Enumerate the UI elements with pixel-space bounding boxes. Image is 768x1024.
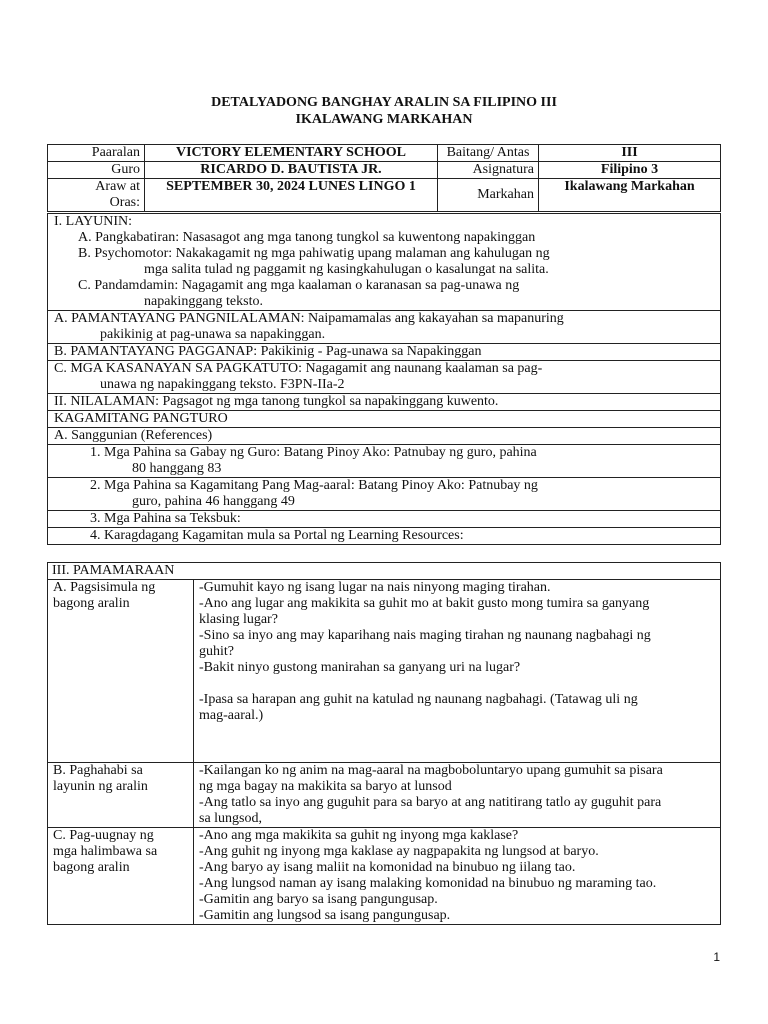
pamantayang-pagganap-cell: B. PAMANTAYANG PAGGANAP: Pakikinig - Pag-unawa sa Napakinggan bbox=[48, 344, 721, 361]
document-title: DETALYADONG BANGHAY ARALIN SA FILIPINO III bbox=[211, 95, 557, 110]
step-c-label bbox=[48, 828, 194, 925]
layunin-b-line1: B. Psychomotor: Nakakagamit ng mga pahiwatig upang malaman ang kahulugan ng bbox=[78, 246, 550, 261]
reference-1-line2: 80 hanggang 83 bbox=[132, 461, 222, 476]
step-b-line-2: ng mga bagay na makikita sa baryo at lunsod bbox=[199, 779, 452, 794]
step-a-line-9: mag-aaral.) bbox=[199, 708, 264, 723]
reference-3: 3. Mga Pahina sa Teksbuk: bbox=[90, 511, 241, 526]
kasanayan-line1: C. MGA KASANAYAN SA PAGKATUTO: Nagagamit ang naunang kaalaman sa pag- bbox=[54, 361, 543, 376]
header-row-guro bbox=[48, 162, 721, 179]
step-b-line-1: -Kailangan ko ng anim na mag-aaral na magboboluntaryo upang gumuhit sa pisara bbox=[199, 763, 663, 778]
step-c-label-line1: C. Pag-uugnay ng bbox=[53, 828, 154, 843]
step-a-label-line1: A. Pagsisimula ng bbox=[53, 580, 156, 595]
kasanayan-cell bbox=[48, 361, 721, 394]
step-a-line-1: -Gumuhit kayo ng isang lugar na nais ninyong maging tirahan. bbox=[199, 580, 551, 595]
pamantayang-pangnilalaman-row bbox=[48, 311, 721, 344]
baitang-value: III bbox=[539, 145, 721, 162]
step-b-line-3: -Ang tatlo sa inyo ang guguhit para sa baryo at ang natitirang tatlo ay guguhit para bbox=[199, 795, 662, 810]
sanggunian-row bbox=[48, 428, 721, 445]
step-b-line-4: sa lungsod, bbox=[199, 811, 262, 826]
reference-row-1 bbox=[48, 445, 721, 478]
layunin-a: A. Pangkabatiran: Nasasagot ang mga tanong tungkol sa kuwentong napakinggan bbox=[78, 230, 536, 245]
step-b-label-line2: layunin ng aralin bbox=[53, 779, 148, 794]
step-a-label-line2: bagong aralin bbox=[53, 596, 130, 611]
step-a-line-8: -Ipasa sa harapan ang guhit na katulad ng naunang nagbahagi. (Tatawag uli ng bbox=[199, 692, 638, 707]
step-c-line-5: -Gamitin ang baryo sa isang pangungusap. bbox=[199, 892, 438, 907]
pamantayang-pangnilalaman-line1: A. PAMANTAYANG PANGNILALAMAN: Naipamamalas ang kakayahan sa mapanuring bbox=[54, 311, 564, 326]
step-a-line-4: -Sino sa inyo ang may kaparihang nais maging tirahan ng naunang nagbahagi ng bbox=[199, 628, 651, 643]
header-row-araw bbox=[48, 179, 721, 212]
nilalaman-row bbox=[48, 394, 721, 411]
layunin-cell bbox=[48, 214, 721, 311]
step-a-content bbox=[194, 580, 721, 763]
asignatura-label: Asignatura bbox=[438, 162, 539, 179]
step-a-spacer bbox=[199, 676, 715, 692]
reference-row-2 bbox=[48, 478, 721, 511]
reference-2-line1: 2. Mga Pahina sa Kagamitang Pang Mag-aaral: Batang Pinoy Ako: Patnubay ng bbox=[90, 478, 538, 493]
step-a-line-3: klasing lugar? bbox=[199, 612, 278, 627]
header-row-paaralan bbox=[48, 145, 721, 162]
reference-cell-3 bbox=[48, 511, 721, 528]
document-subtitle: IKALAWANG MARKAHAN bbox=[295, 112, 473, 127]
step-c-line-2: -Ang guhit ng inyong mga kaklase ay nagpapakita ng lungsod at baryo. bbox=[199, 844, 599, 859]
procedure-table bbox=[47, 562, 721, 925]
asignatura-value: Filipino 3 bbox=[539, 162, 721, 179]
araw-value: SEPTEMBER 30, 2024 LUNES LINGO 1 bbox=[145, 179, 438, 212]
reference-1-line1: 1. Mga Pahina sa Gabay ng Guro: Batang Pinoy Ako: Patnubay ng guro, pahina bbox=[90, 445, 537, 460]
step-c-line-1: -Ano ang mga makikita sa guhit ng inyong mga kaklase? bbox=[199, 828, 519, 843]
step-c-content bbox=[194, 828, 721, 925]
step-c-label-line2: mga halimbawa sa bbox=[53, 844, 158, 859]
page-number: 1 bbox=[713, 950, 720, 964]
kagamitan-row bbox=[48, 411, 721, 428]
pamamaraan-row bbox=[48, 563, 721, 580]
step-c-line-3: -Ang baryo ay isang maliit na komonidad na binubuo ng iilang tao. bbox=[199, 860, 576, 875]
kasanayan-row bbox=[48, 361, 721, 394]
step-a-line-6: -Bakit ninyo gustong manirahan sa ganyang uri na lugar? bbox=[199, 660, 521, 675]
step-a-line-2: -Ano ang lugar ang makikita sa guhit mo at bakit gusto mong tumira sa ganyang bbox=[199, 596, 650, 611]
paaralan-value: VICTORY ELEMENTARY SCHOOL bbox=[145, 145, 438, 162]
markahan-value: Ikalawang Markahan bbox=[539, 179, 721, 212]
step-row-a bbox=[48, 580, 721, 763]
step-b-label bbox=[48, 763, 194, 828]
layunin-row bbox=[48, 214, 721, 311]
pamamaraan-heading: III. PAMAMARAAN bbox=[48, 563, 721, 580]
markahan-label: Markahan bbox=[438, 179, 539, 212]
step-b-content bbox=[194, 763, 721, 828]
step-row-b bbox=[48, 763, 721, 828]
header-table bbox=[47, 144, 721, 212]
guro-label: Guro bbox=[48, 162, 145, 179]
step-a-line-5: guhit? bbox=[199, 644, 234, 659]
layunin-heading: I. LAYUNIN: bbox=[54, 214, 133, 229]
reference-cell-4 bbox=[48, 528, 721, 545]
reference-4: 4. Karagdagang Kagamitan mula sa Portal ng Learning Resources: bbox=[90, 528, 464, 543]
step-a-label bbox=[48, 580, 194, 763]
outline-table bbox=[47, 213, 721, 545]
pamantayang-pangnilalaman-line2: pakikinig at pag-unawa sa napakinggan. bbox=[100, 327, 326, 342]
paaralan-label: Paaralan bbox=[48, 145, 145, 162]
kagamitan-cell: KAGAMITANG PANGTURO bbox=[48, 411, 721, 428]
step-c-label-line3: bagong aralin bbox=[53, 860, 130, 875]
step-b-label-line1: B. Paghahabi sa bbox=[53, 763, 143, 778]
step-c-line-4: -Ang lungsod naman ay isang malaking komonidad na binubuo ng maraming tao. bbox=[199, 876, 657, 891]
step-row-c bbox=[48, 828, 721, 925]
kasanayan-line2: unawa ng napakinggang teksto. F3PN-IIa-2 bbox=[100, 377, 345, 392]
reference-cell-1 bbox=[48, 445, 721, 478]
baitang-label: Baitang/ Antas bbox=[438, 145, 539, 162]
araw-label-line1: Araw at bbox=[95, 179, 140, 194]
reference-row-3 bbox=[48, 511, 721, 528]
layunin-c-line2: napakinggang teksto. bbox=[144, 294, 263, 309]
step-c-line-6: -Gamitin ang lungsod sa isang pangungusap. bbox=[199, 908, 451, 923]
layunin-c-line1: C. Pandamdamin: Nagagamit ang mga kaalaman o karanasan sa pag-unawa ng bbox=[78, 278, 520, 293]
sanggunian-cell: A. Sanggunian (References) bbox=[48, 428, 721, 445]
araw-label bbox=[48, 179, 145, 212]
araw-label-line2: Oras: bbox=[109, 195, 140, 210]
reference-2-line2: guro, pahina 46 hanggang 49 bbox=[132, 494, 295, 509]
pamantayang-pagganap-row bbox=[48, 344, 721, 361]
reference-row-4 bbox=[48, 528, 721, 545]
pamantayang-pangnilalaman-cell bbox=[48, 311, 721, 344]
reference-cell-2 bbox=[48, 478, 721, 511]
layunin-b-line2: mga salita tulad ng paggamit ng kasingkahulugan o kasalungat na salita. bbox=[144, 262, 549, 277]
guro-value: RICARDO D. BAUTISTA JR. bbox=[145, 162, 438, 179]
nilalaman-cell: II. NILALAMAN: Pagsagot ng mga tanong tungkol sa napakinggang kuwento. bbox=[48, 394, 721, 411]
